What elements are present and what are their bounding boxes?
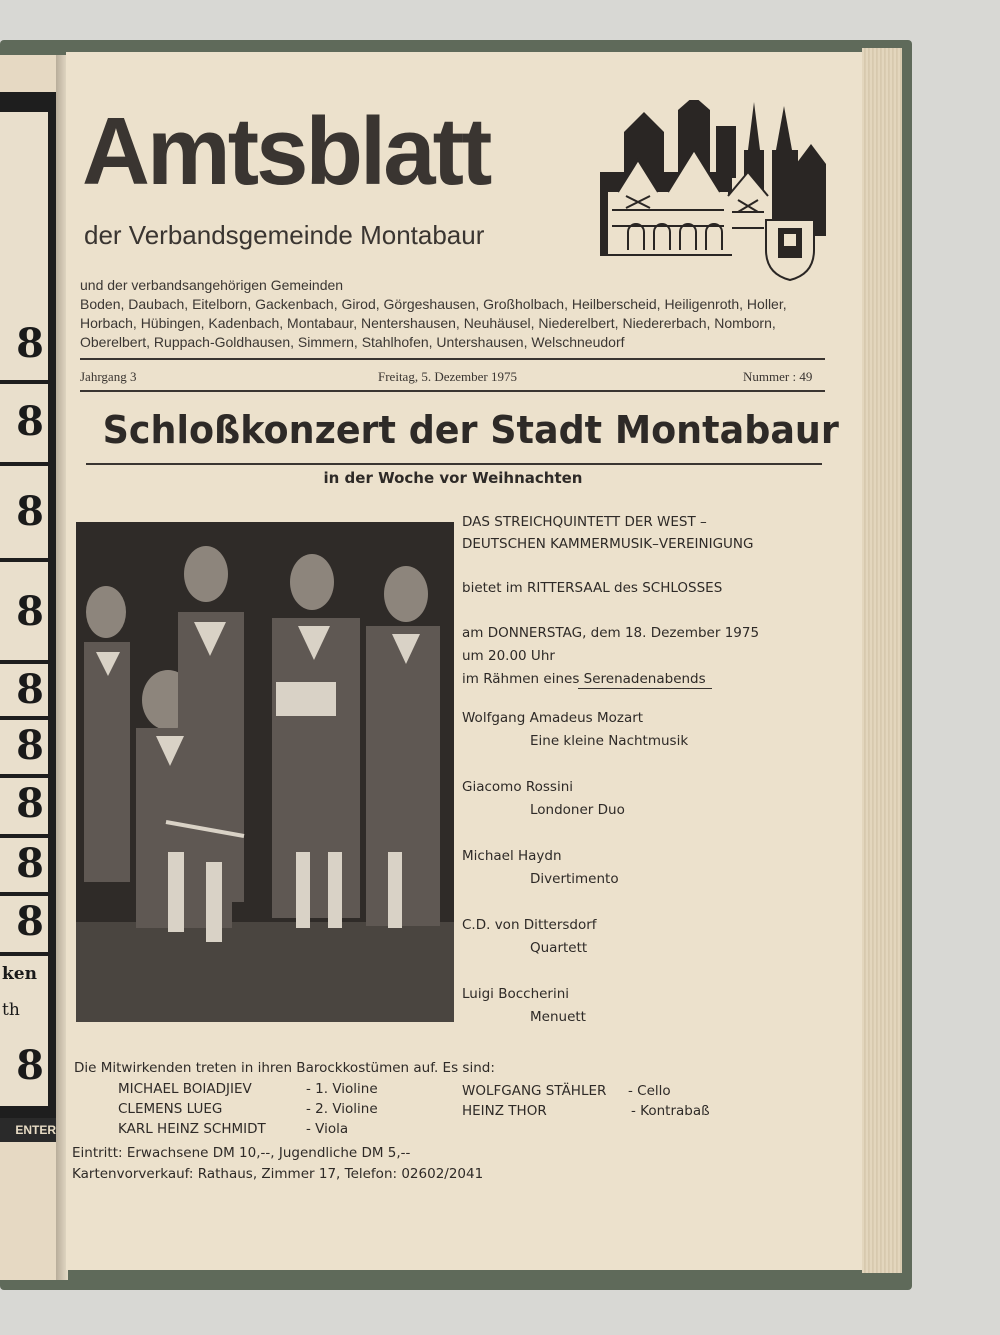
program-work: Menuett [530, 1009, 586, 1025]
issue-date: Freitag, 5. Dezember 1975 [378, 369, 517, 384]
page-edges [862, 48, 902, 1273]
performer-role: - Cello [628, 1083, 671, 1099]
town-skyline-emblem [598, 100, 830, 282]
masthead-title: Amtsblatt [82, 98, 490, 205]
divider [80, 390, 825, 392]
left-digit: 8 [16, 666, 44, 713]
performer-role: - Kontrabaß [631, 1103, 710, 1119]
performer-role: - 1. Violine [306, 1081, 378, 1097]
musicians-photo [76, 522, 454, 1022]
left-cell [0, 896, 48, 952]
performer-role: - 2. Violine [306, 1101, 378, 1117]
performer-role: - Viola [306, 1121, 349, 1137]
towns-intro: und der verbandsangehörigen Gemeinden [80, 277, 344, 293]
left-cell [0, 778, 48, 834]
towns-line: Oberelbert, Ruppach-Goldhausen, Simmern, Stahlhofen, Untershausen, Welschneudorf [80, 334, 625, 350]
program-composer: Giacomo Rossini [462, 779, 574, 795]
left-page-strip [0, 92, 56, 1142]
article-headline: Schloßkonzert der Stadt Montabaur [102, 408, 839, 452]
program-composer: Michael Haydn [462, 848, 562, 864]
issue-volume: Jahrgang 3 [80, 369, 137, 384]
presale-line: Kartenvorverkauf: Rathaus, Zimmer 17, Telefon: 02602/2041 [72, 1166, 484, 1182]
program-composer: Wolfgang Amadeus Mozart [462, 710, 644, 726]
program-composer: C.D. von Dittersdorf [462, 917, 597, 933]
left-cell [0, 384, 48, 462]
masthead-subtitle: der Verbandsgemeinde Montabaur [84, 220, 485, 250]
left-digit: 8 [16, 588, 44, 635]
program-work: Londoner Duo [530, 802, 625, 818]
program-composer: Luigi Boccherini [462, 986, 570, 1002]
intro-line: DAS STREICHQUINTETT DER WEST – [462, 514, 707, 530]
venue-line: bietet im RITTERSAAL des SCHLOSSES [462, 580, 723, 596]
admission-line: Eintritt: Erwachsene DM 10,--, Jugendliche DM 5,-- [72, 1145, 411, 1161]
left-cell [0, 838, 48, 892]
article-subhead: in der Woche vor Weihnachten [323, 469, 583, 487]
photo-illustration [76, 522, 454, 1022]
performer-name: CLEMENS LUEG [118, 1101, 223, 1117]
left-digit: 8 [16, 488, 44, 535]
program-work: Eine kleine Nachtmusik [530, 733, 689, 749]
left-logo: ENTER [0, 1118, 58, 1142]
headline-underline [86, 463, 822, 465]
time-line: um 20.00 Uhr [462, 648, 555, 664]
member-towns [80, 276, 840, 352]
left-side-text: ken [2, 964, 37, 984]
date-line: am DONNERSTAG, dem 18. Dezember 1975 [462, 625, 760, 641]
coat-of-arms-icon [766, 220, 814, 280]
left-digit: 8 [16, 780, 44, 827]
left-digit: 8 [16, 398, 44, 445]
left-cell [0, 562, 48, 660]
left-cell [0, 956, 48, 1106]
divider [80, 358, 825, 360]
left-cell [0, 466, 48, 558]
left-cell [0, 112, 48, 380]
left-side-text: th [2, 1000, 20, 1020]
towns-line: Boden, Daubach, Eitelborn, Gackenbach, Girod, Görgeshausen, Großholbach, Heilberscheid, Heiligenroth, Holler, [80, 296, 787, 312]
occasion-line: im Rähmen eines Serenadenabends [462, 671, 706, 687]
towns-line: Horbach, Hübingen, Kadenbach, Montabaur, Nentershausen, Neuhäusel, Niederelbert, Niedererbach, Nomborn, [80, 315, 776, 331]
occasion-underline [578, 688, 712, 689]
left-digit: 8 [16, 1042, 44, 1089]
program-work: Divertimento [530, 871, 619, 887]
performer-name: WOLFGANG STÄHLER [462, 1083, 607, 1099]
performer-name: KARL HEINZ SCHMIDT [118, 1121, 266, 1137]
program-work: Quartett [530, 940, 588, 956]
issue-number: Nummer : 49 [743, 369, 813, 384]
performer-name: HEINZ THOR [462, 1103, 547, 1119]
performer-name: MICHAEL BOIADJIEV [118, 1081, 252, 1097]
left-digit: 8 [16, 722, 44, 769]
intro-line: DEUTSCHEN KAMMERMUSIK–VEREINIGUNG [462, 536, 754, 552]
left-digit: 8 [16, 840, 44, 887]
performers-intro: Die Mitwirkenden treten in ihren Barockkostümen auf. Es sind: [74, 1060, 495, 1076]
left-cell [0, 720, 48, 774]
left-digit: 8 [16, 898, 44, 945]
left-digit: 8 [16, 320, 44, 367]
left-cell [0, 664, 48, 716]
